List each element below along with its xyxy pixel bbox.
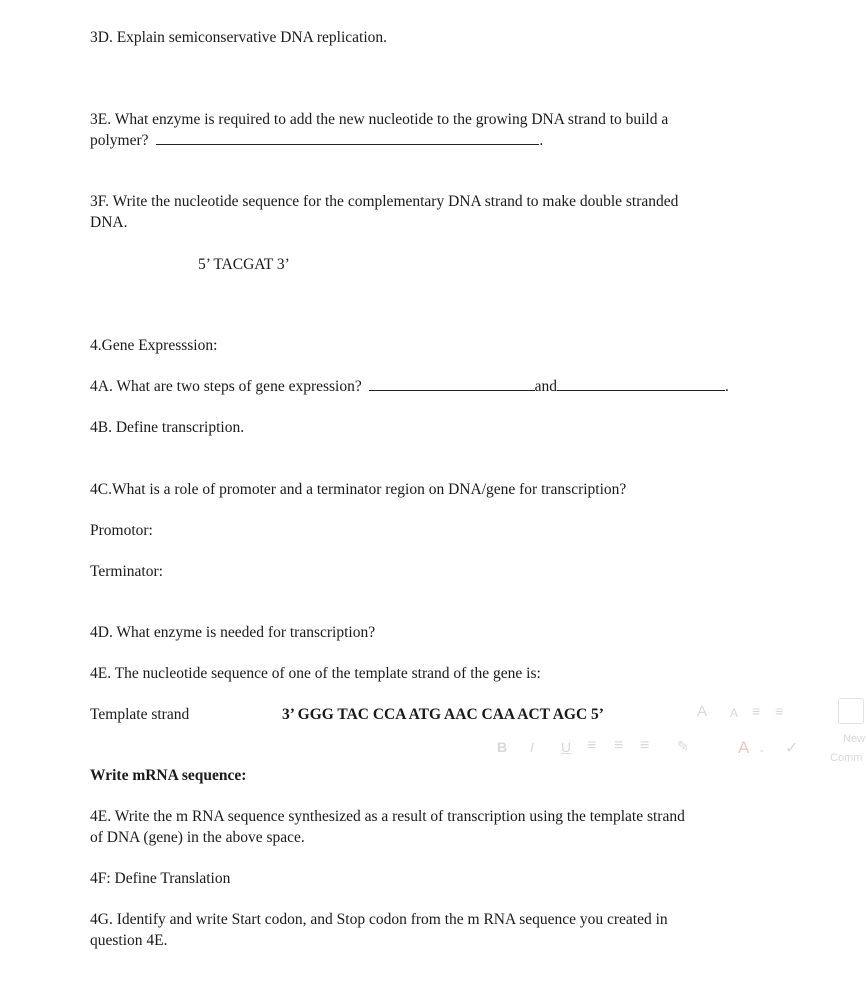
format-painter-icon[interactable]: ✓ <box>785 740 799 757</box>
question-4c: 4C.What is a role of promoter and a terminator region on DNA/gene for transcription? <box>90 481 627 498</box>
highlight-icon[interactable]: ✎ <box>677 738 689 754</box>
styles-icon[interactable] <box>838 698 864 724</box>
terminator-label: Terminator: <box>90 563 163 580</box>
answer-blank-4a-1[interactable] <box>369 376 535 391</box>
underline-button[interactable]: U <box>561 739 572 755</box>
question-4a-and: and <box>534 378 558 395</box>
question-4a-text: 4A. What are two steps of gene expression? <box>90 378 362 395</box>
question-4f: 4F: Define Translation <box>90 870 231 887</box>
dna-sequence-3f: 5’ TACGAT 3’ <box>198 256 290 273</box>
align-right-icon[interactable]: ≡ <box>640 737 650 754</box>
question-3f-line1: 3F. Write the nucleotide sequence for the complementary DNA strand to make double stranded <box>90 193 679 210</box>
bullets-icon[interactable]: ≡ <box>752 703 761 719</box>
mrna-heading: Write mRNA sequence: <box>90 767 247 784</box>
question-3d: 3D. Explain semiconservative DNA replication. <box>90 29 388 46</box>
question-4g-line2: question 4E. <box>90 932 168 949</box>
question-4e-line2: of DNA (gene) in the above space. <box>90 829 305 846</box>
bold-button[interactable]: B <box>497 739 508 755</box>
template-strand-sequence: 3’ GGG TAC CCA ATG AAC CAA ACT AGC 5’ <box>282 706 604 723</box>
chevron-down-icon[interactable]: ⌄ <box>758 744 766 754</box>
question-3f-line2: DNA. <box>90 214 128 231</box>
answer-blank-4a-2[interactable] <box>557 376 725 391</box>
align-center-icon[interactable]: ≡ <box>614 737 624 754</box>
new-comment-label[interactable]: New <box>843 733 866 745</box>
question-3e-label: polymer? <box>90 132 149 149</box>
question-4a-period: . <box>725 378 729 395</box>
question-4b: 4B. Define transcription. <box>90 419 245 436</box>
answer-blank-3e[interactable] <box>156 130 539 145</box>
question-4a <box>90 376 729 397</box>
section-heading-gene-expression: 4.Gene Expresssion: <box>90 337 218 354</box>
grow-font-button[interactable]: A <box>697 703 708 720</box>
question-4d: 4D. What enzyme is needed for transcription? <box>90 624 376 641</box>
question-4e-intro: 4E. The nucleotide sequence of one of the template strand of the gene is: <box>90 665 541 682</box>
italic-button[interactable]: I <box>530 739 534 755</box>
question-3e-line2 <box>90 130 543 151</box>
align-left-icon[interactable]: ≡ <box>587 737 597 754</box>
question-4e-line1: 4E. Write the m RNA sequence synthesized as a result of transcription using the template strand <box>90 808 685 825</box>
promotor-label: Promotor: <box>90 522 153 539</box>
font-color-button[interactable]: A <box>738 738 750 757</box>
comment-label[interactable]: Comm <box>830 752 863 764</box>
template-strand-label: Template strand <box>90 706 190 723</box>
question-3e-line1: 3E. What enzyme is required to add the new nucleotide to the growing DNA strand to build a <box>90 111 669 128</box>
question-3e-period: . <box>539 132 544 149</box>
question-4g-line1: 4G. Identify and write Start codon, and Stop codon from the m RNA sequence you created in <box>90 911 668 928</box>
numbering-icon[interactable]: ≡ <box>775 703 784 719</box>
shrink-font-button[interactable]: A <box>730 706 739 720</box>
